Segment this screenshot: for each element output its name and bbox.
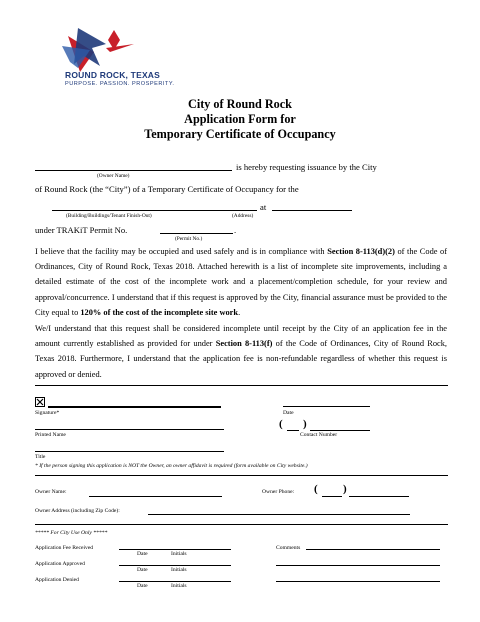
contact-number-label: Contact Number (300, 432, 338, 438)
owner-phone-area-code-line[interactable] (322, 496, 342, 497)
section-divider-2 (35, 475, 448, 476)
printed-name-label: Printed Name (35, 432, 66, 438)
denied-initials-label: Initials (171, 583, 187, 589)
title-label: Title (35, 454, 46, 460)
printed-name-line[interactable] (35, 429, 224, 430)
financial-assurance-amount: 120% of the cost of the incomplete site work (80, 307, 239, 317)
section-divider-3 (35, 524, 448, 525)
date-line[interactable] (283, 406, 370, 407)
fee-received-line[interactable] (119, 549, 231, 550)
address-sublabel: (Address) (232, 213, 254, 219)
signature-line[interactable] (48, 406, 221, 408)
contact-area-code-line[interactable] (287, 430, 299, 431)
owner-address-label: Owner Address (including Zip Code): (35, 508, 120, 514)
approved-line[interactable] (119, 565, 231, 566)
paragraph-1 (35, 244, 447, 320)
signature-marker-icon (35, 397, 46, 407)
signature-label: Signature* (35, 410, 60, 416)
contact-paren-open: ( (279, 418, 283, 430)
building-line[interactable] (52, 210, 257, 211)
round-rock-logo (48, 22, 160, 100)
fee-received-date-label: Date (137, 551, 148, 557)
permit-sublabel: (Permit No.) (175, 236, 203, 242)
contact-number-line[interactable] (310, 430, 370, 431)
logo-name: ROUND ROCK, TEXAS (65, 70, 161, 80)
owner-name-sublabel: (Owner Name) (97, 173, 130, 179)
fee-received-label: Application Fee Received (35, 545, 94, 551)
paragraph-1-end: . (238, 307, 241, 317)
address-line[interactable] (272, 210, 352, 211)
city-use-header: ***** For City Use Only ***** (35, 530, 108, 536)
requesting-text: is hereby requesting issuance by the City (236, 162, 377, 172)
paragraph-2 (35, 321, 447, 382)
owner-phone-label: Owner Phone: (262, 489, 295, 495)
denied-label: Application Denied (35, 577, 79, 583)
owner-name-line[interactable] (35, 170, 232, 171)
title-line[interactable] (35, 451, 224, 452)
denied-line[interactable] (119, 581, 231, 582)
owner-phone-paren-close: ) (343, 483, 347, 495)
paragraph-1-text-a: I believe that the facility may be occupied and used safely and is in compliance with (35, 247, 325, 256)
owner-phone-number-line[interactable] (349, 496, 409, 497)
denied-date-label: Date (137, 583, 148, 589)
comments-line-2[interactable] (276, 565, 440, 566)
section-8-113-f: Section 8-113(f) (215, 339, 273, 349)
contact-paren-close: ) (303, 418, 307, 430)
logo-tagline: PURPOSE. PASSION. PROSPERITY. (65, 81, 175, 87)
section-divider-1 (35, 385, 448, 386)
title-line-2: Application Form for (184, 112, 296, 126)
approved-label: Application Approved (35, 561, 85, 567)
owner-address-line[interactable] (148, 514, 410, 515)
at-text: at (260, 202, 267, 212)
fee-received-initials-label: Initials (171, 551, 187, 557)
owner-name-field-line[interactable] (89, 496, 222, 497)
owner-phone-paren-open: ( (314, 483, 318, 495)
owner-name-field-label: Owner Name: (35, 489, 67, 495)
comments-line-3[interactable] (276, 581, 440, 582)
paragraph-1-text-b: of the Code of Ordinances, City of Round Rock, Texas 2018. Attached herewith is a list of incomplete site improvements, including a detailed estimate of the cost of the incomplete work and a placement/completion schedule, for your review and approval/concurrence. I understand that if this request is approved by the City, financial assurance must be provided to the City equal to (35, 247, 448, 317)
of-city-text: of Round Rock (the “City”) of a Temporary Certificate of Occupancy for the (35, 184, 299, 194)
section-8-113-d2: Section 8-113(d)(2) (327, 247, 395, 256)
date-label: Date (283, 410, 294, 416)
owner-affidavit-note: * If the person signing this application is NOT the Owner, an owner affidavit is required (form available on City website.) (35, 463, 308, 469)
logo-streak (106, 44, 134, 52)
permit-line[interactable] (160, 233, 233, 234)
permit-period: . (234, 225, 237, 235)
comments-line-1[interactable] (306, 549, 440, 550)
title-line-1: City of Round Rock (188, 97, 292, 111)
paragraph-2-text-a: We/I understand that this request shall be considered incomplete until receipt by the City of an application fee in the amount currently established as provided for under (35, 324, 447, 349)
approved-initials-label: Initials (171, 567, 187, 573)
trakit-text: under TRAKiT Permit No. (35, 225, 128, 235)
comments-label: Comments (276, 545, 301, 551)
title-line-3: Temporary Certificate of Occupancy (144, 127, 336, 141)
paragraph-2-text-b: of the Code of Ordinances, City of Round Rock, Texas 2018. Furthermore, I understand that the application fee is non-refundable regardless of whether this request is approved or denied. (35, 339, 448, 379)
building-sublabel: (Building/Buildings/Tenant Finish-Out) (66, 213, 152, 219)
approved-date-label: Date (137, 567, 148, 573)
